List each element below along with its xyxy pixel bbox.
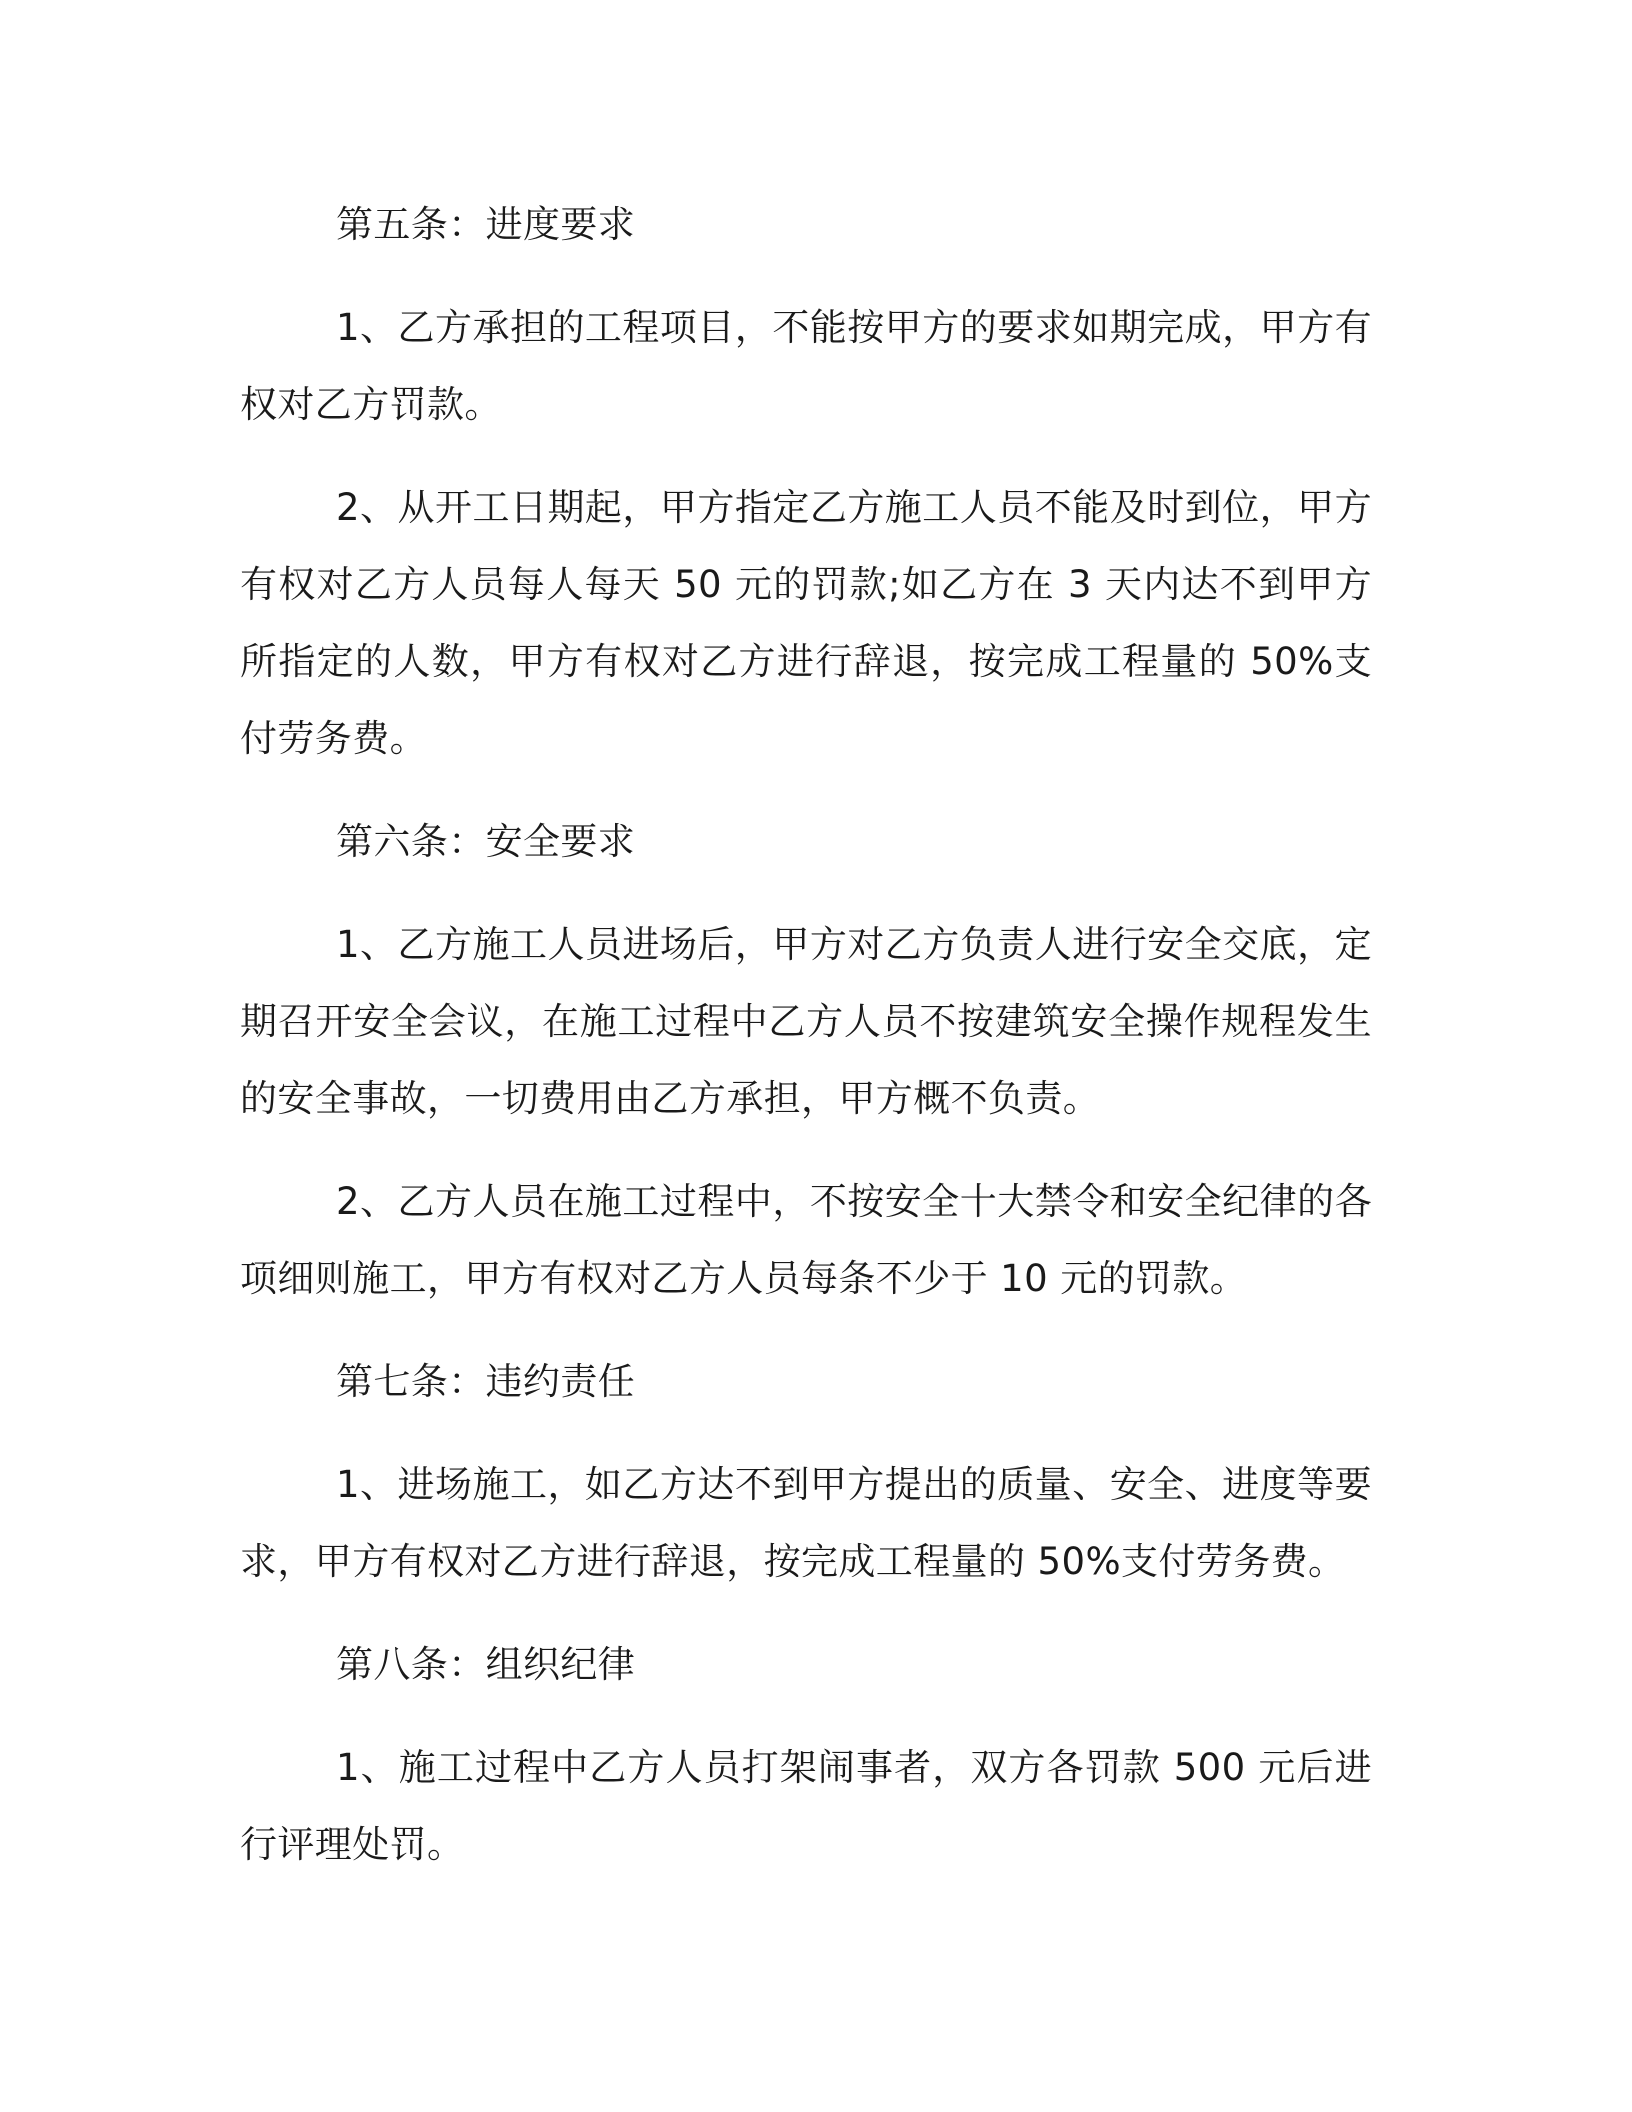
clause-paragraph: 1、施工过程中乙方人员打架闹事者，双方各罚款 500 元后进行评理处罚。 xyxy=(240,1746,1372,1866)
section-heading: 第六条：安全要求 xyxy=(336,820,636,863)
section-heading: 第五条：进度要求 xyxy=(336,203,636,246)
clause-paragraph: 2、乙方人员在施工过程中，不按安全十大禁令和安全纪律的各项细则施工，甲方有权对乙方人员每条不少于 10 元的罚款。 xyxy=(240,1180,1372,1300)
clause-paragraph: 1、乙方承担的工程项目，不能按甲方的要求如期完成，甲方有权对乙方罚款。 xyxy=(240,306,1372,426)
clause-paragraph: 2、从开工日期起，甲方指定乙方施工人员不能及时到位，甲方有权对乙方人员每人每天 50 元的罚款;如乙方在 3 天内达不到甲方所指定的人数，甲方有权对乙方进行辞退，按完成工程量的 50%支付劳务费。 xyxy=(240,486,1372,760)
section-heading: 第七条：违约责任 xyxy=(336,1360,636,1403)
document-body xyxy=(240,186,1372,1909)
clause-paragraph: 1、乙方施工人员进场后，甲方对乙方负责人进行安全交底，定期召开安全会议，在施工过程中乙方人员不按建筑安全操作规程发生的安全事故，一切费用由乙方承担，甲方概不负责。 xyxy=(240,923,1372,1120)
section-heading: 第八条：组织纪律 xyxy=(336,1643,636,1686)
clause-paragraph: 1、进场施工，如乙方达不到甲方提出的质量、安全、进度等要求，甲方有权对乙方进行辞退，按完成工程量的 50%支付劳务费。 xyxy=(240,1463,1372,1583)
